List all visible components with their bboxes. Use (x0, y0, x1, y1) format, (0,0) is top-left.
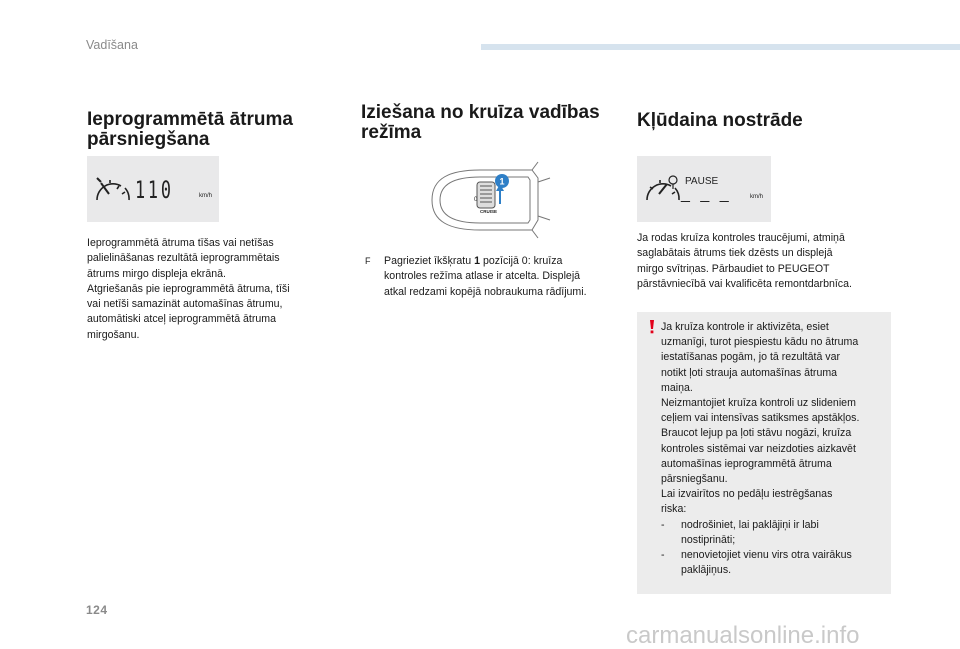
warning-icon (649, 320, 655, 334)
column3-body-line: saglabātais ātrums tiek dzēsts un displejā (637, 247, 833, 260)
speed-dashes: _ _ _ (681, 186, 732, 203)
column2-title-line2: režīma (361, 122, 422, 143)
column1-body-line: Ieprogrammētā ātruma tīšas vai netīšas (87, 237, 274, 249)
pause-display-unit: km/h (750, 194, 764, 200)
bullet-symbol: F (365, 256, 371, 266)
column1-body-line: automātiski atceļ ieprogrammētā ātruma (87, 313, 277, 326)
page-number: 124 (86, 603, 108, 617)
column1-body-line: ātrums mirgo displeja ekrānā. (87, 267, 226, 280)
stalk-cruise-label: CRUISE (480, 209, 498, 214)
column1-title (87, 110, 327, 150)
column1-body-line: mirgošanu. (87, 328, 140, 341)
column3-body-line: pārstāvniecībā vai kvalificēta remontdarbnīca. (637, 277, 852, 290)
section-title: Vadīšana (86, 38, 138, 52)
warning-text: Ja kruīza kontrole ir aktivizēta, esiet uzmanīgi, turot piespiestu kādu no ātruma iestatīšanas pogām, jo tā rezultātā var notikt ļoti strauja automašīnas ātruma maiņa. Neizmantojiet kruīza kontroli uz slideniem ceļiem vai intensīvas satiksmes apstākļos. Braucot lejup pa ļoti stāvu nogāzi, kruīza kontroles sistēmai var neizdoties aizkavēt automašīnas ieprogrammētā ātruma pārsniegšanu. Lai izvairītos no pedāļu iestrēgšanas riska: - nodrošiniet, lai paklājiņi ir labi nostiprināti; - nenovietojiet vienu virs otra vairākus paklājiņus. (661, 320, 889, 578)
column1-body (87, 236, 327, 343)
header-bar (481, 44, 960, 50)
watermark: carmanualsonline.info (626, 622, 860, 649)
column1-body-line: palielināšanas rezultātā ieprogrammētais (87, 252, 280, 265)
stalk-zero-label: 0 (474, 197, 478, 203)
instruction-text: Pagrieziet īkšķratu 1 pozīcijā 0: kruīza kontroles režīma atlase ir atcelta. Displejā atkal redzami kopējā nobraukuma rādījumi. (384, 255, 587, 298)
warning-list-item: - nodrošiniet, lai paklājiņi ir labi nostiprināti; (661, 518, 819, 546)
pause-status: PAUSE (685, 176, 719, 187)
pause-display-panel (637, 156, 771, 222)
column3-body (637, 231, 892, 292)
speed-display-panel (87, 156, 219, 222)
speed-display-value: 110 (135, 176, 174, 204)
column2-title-line1: Iziešana no kruīza vadības (361, 102, 600, 123)
steering-stalk-illustration (420, 160, 555, 240)
column1-title-line2: pārsniegšana (87, 129, 210, 150)
column1-body-line: Atgriešanās pie ieprogrammētā ātruma, tīši (87, 282, 290, 295)
column2-title (361, 103, 621, 143)
speed-display-unit: km/h (199, 193, 213, 199)
column1-title-line1: Ieprogrammētā ātruma (87, 109, 293, 130)
instruction-bullet (365, 254, 627, 300)
column3-title: Kļūdaina nostrāde (637, 110, 803, 131)
callout-number: 1 (499, 176, 505, 187)
column1-body-line: vai netīši samazinät automašīnas ātrumu, (87, 298, 283, 311)
column3-body-line: Ja rodas kruīza kontroles traucējumi, atmiņā (637, 232, 845, 244)
warning-list-item: - nenovietojiet vienu virs otra vairākus paklājiņus. (661, 549, 852, 577)
column3-body-line: mirgo svītriņas. Pārbaudiet to PEUGEOT (637, 262, 830, 275)
